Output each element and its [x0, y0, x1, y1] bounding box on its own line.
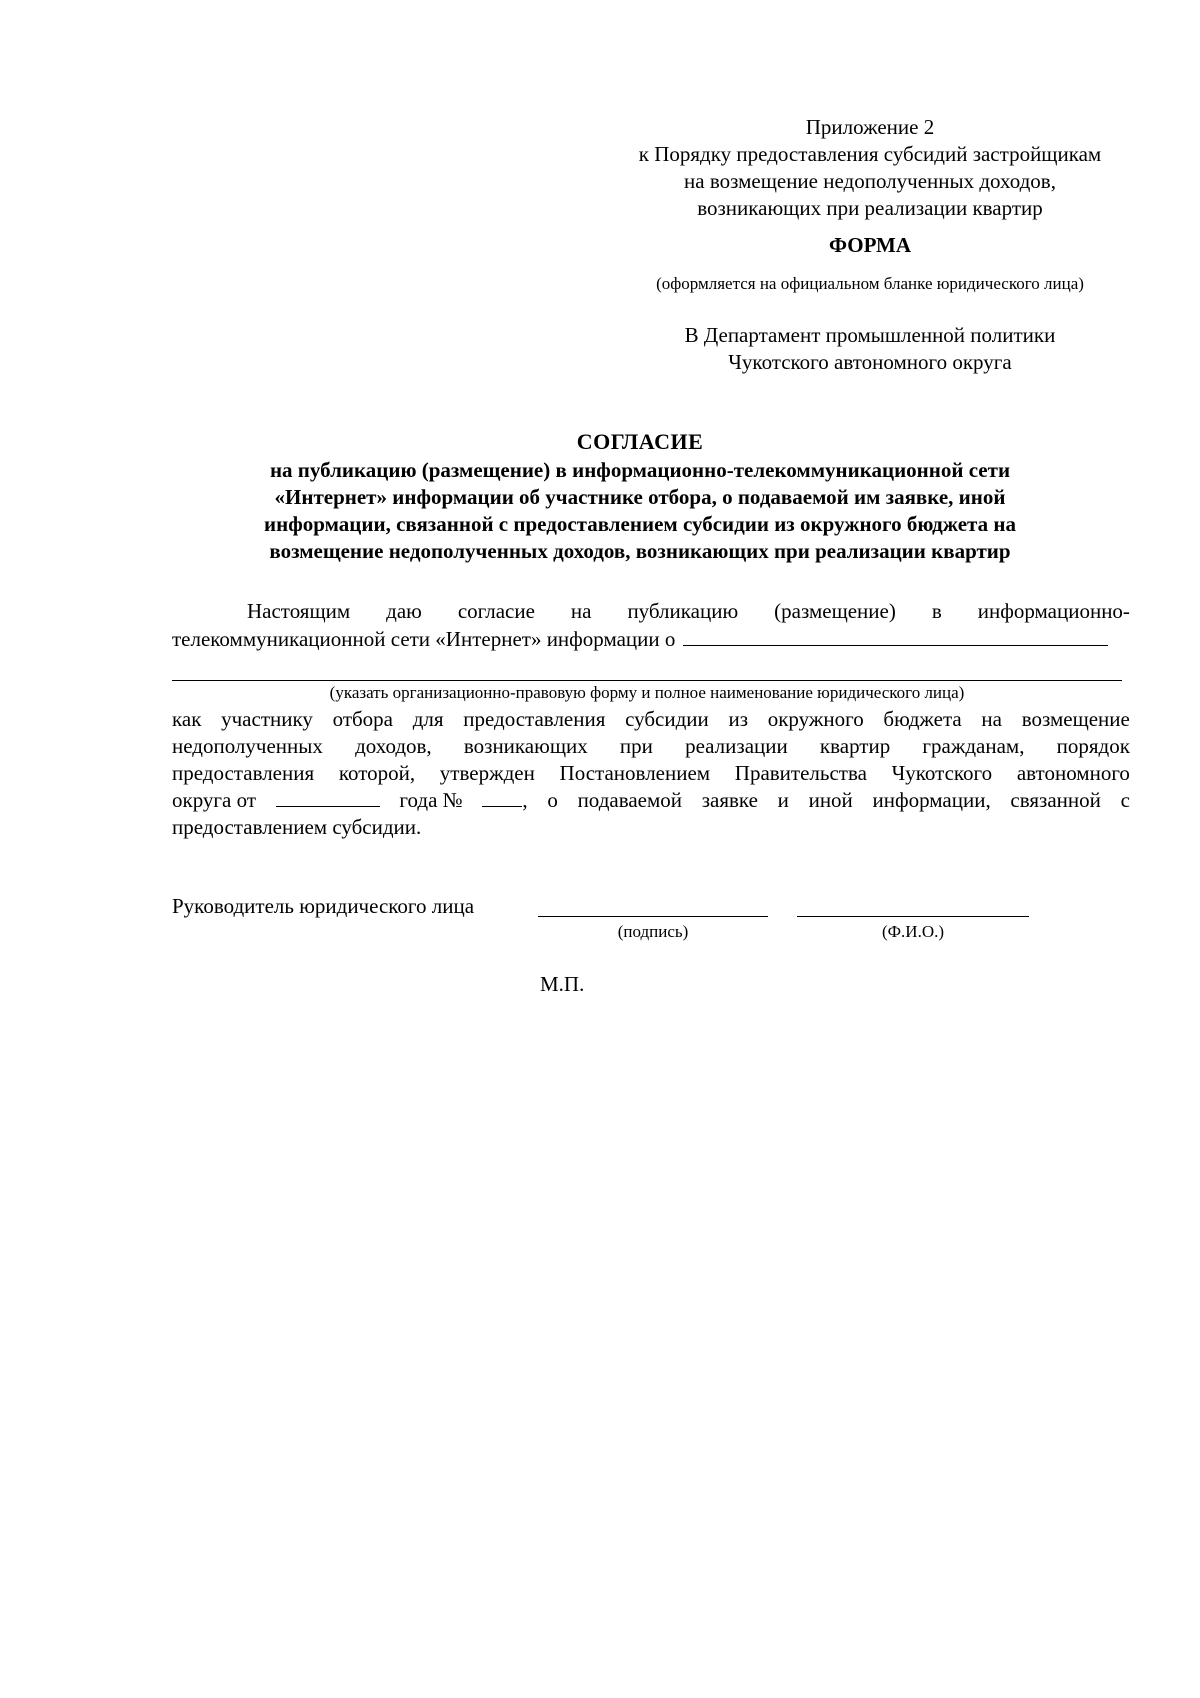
organization-name-blank-line[interactable] — [172, 680, 1122, 681]
word: заявке — [701, 788, 758, 812]
addressee-line: Чукотского автономного округа — [728, 350, 1012, 374]
word: связанной — [1010, 788, 1101, 812]
word: иной — [808, 788, 853, 812]
appendix-header — [590, 114, 1150, 222]
paragraph-line — [172, 598, 1130, 625]
signature-blank-field[interactable] — [538, 916, 768, 917]
form-label: ФОРМА — [828, 233, 912, 257]
word: субсидии — [625, 707, 709, 731]
paragraph-line — [172, 733, 1130, 760]
paragraph-line — [172, 787, 1130, 814]
word: гражданам, — [922, 734, 1025, 758]
appendix-line: к Порядку предоставления субсидий застройщикам — [638, 142, 1102, 166]
word: округа от — [172, 788, 257, 812]
word: отбора — [332, 707, 393, 731]
word: доходов, — [355, 734, 432, 758]
word: информационно- — [977, 599, 1130, 623]
appendix-line: возникающих при реализации квартир — [697, 196, 1043, 220]
word: бюджета — [883, 707, 962, 731]
paragraph-line — [172, 625, 1130, 653]
organization-blank-field[interactable] — [683, 625, 1108, 646]
word: в — [931, 599, 942, 623]
number-blank-field[interactable] — [482, 788, 522, 807]
word: которой, — [338, 761, 416, 785]
word: из — [728, 707, 748, 731]
title-line: на публикацию (размещение) в информационно-телекоммуникационной сети — [269, 458, 1011, 482]
word: порядок — [1056, 734, 1130, 758]
organization-hint: (указать организационно-правовую форму и полное наименование юридического лица) — [329, 683, 965, 702]
word: года № — [399, 788, 463, 812]
title-line: информации, связанной с предоставлением субсидии из окружного бюджета на — [264, 512, 1016, 536]
stamp-place: М.П. — [540, 972, 585, 996]
word: окружного — [767, 707, 864, 731]
word: Настоящим — [247, 599, 351, 623]
word: на — [570, 599, 592, 623]
signature-hint: (подпись) — [617, 922, 689, 941]
paragraph-text: телекоммуникационной сети «Интернет» информации о — [172, 627, 676, 651]
paragraph-line — [172, 760, 1130, 787]
word: Чукотского — [891, 761, 993, 785]
word: , — [522, 788, 528, 812]
document-title — [180, 428, 1100, 565]
word: информации, — [872, 788, 991, 812]
appendix-line: на возмещение недополученных доходов, — [684, 169, 1056, 193]
word: Постановлением — [559, 761, 711, 785]
word: подаваемой — [577, 788, 683, 812]
word: для — [412, 707, 444, 731]
full-name-blank-field[interactable] — [797, 916, 1029, 917]
word: на — [981, 707, 1002, 731]
addressee — [590, 322, 1150, 376]
word: возмещение — [1021, 707, 1130, 731]
word: Правительства — [734, 761, 867, 785]
word: о — [547, 788, 558, 812]
appendix-line: Приложение 2 — [805, 115, 935, 139]
title-line: «Интернет» информации об участнике отбора, о подаваемой им заявке, иной — [274, 485, 1006, 509]
word: участнику — [221, 707, 313, 731]
participant-paragraph — [172, 706, 1130, 841]
word: при — [619, 734, 653, 758]
word: даю — [386, 599, 422, 623]
word: согласие — [457, 599, 535, 623]
word: реализации — [685, 734, 788, 758]
number-group — [482, 787, 527, 814]
date-blank-field[interactable] — [276, 788, 380, 807]
title-line: возмещение недополученных доходов, возникающих при реализации квартир — [269, 539, 1011, 563]
word: и — [777, 788, 789, 812]
signatory-label: Руководитель юридического лица — [172, 894, 475, 918]
consent-paragraph — [172, 598, 1130, 653]
word: квартир — [819, 734, 891, 758]
word: предоставления — [172, 761, 315, 785]
word: предоставления — [463, 707, 606, 731]
word: с — [1120, 788, 1130, 812]
title-heading: СОГЛАСИЕ — [576, 429, 704, 454]
form-note: (оформляется на официальном бланке юридического лица) — [656, 274, 1084, 293]
word: автономного — [1016, 761, 1130, 785]
word: недополученных — [172, 734, 323, 758]
word: возникающих — [463, 734, 588, 758]
word: публикацию — [627, 599, 739, 623]
word: утвержден — [439, 761, 535, 785]
full-name-hint: (Ф.И.О.) — [881, 922, 945, 941]
word: как — [172, 707, 202, 731]
paragraph-line — [172, 706, 1130, 733]
paragraph-line: предоставлением субсидии. — [172, 815, 422, 839]
addressee-line: В Департамент промышленной политики — [684, 323, 1056, 347]
word: (размещение) — [774, 599, 896, 623]
